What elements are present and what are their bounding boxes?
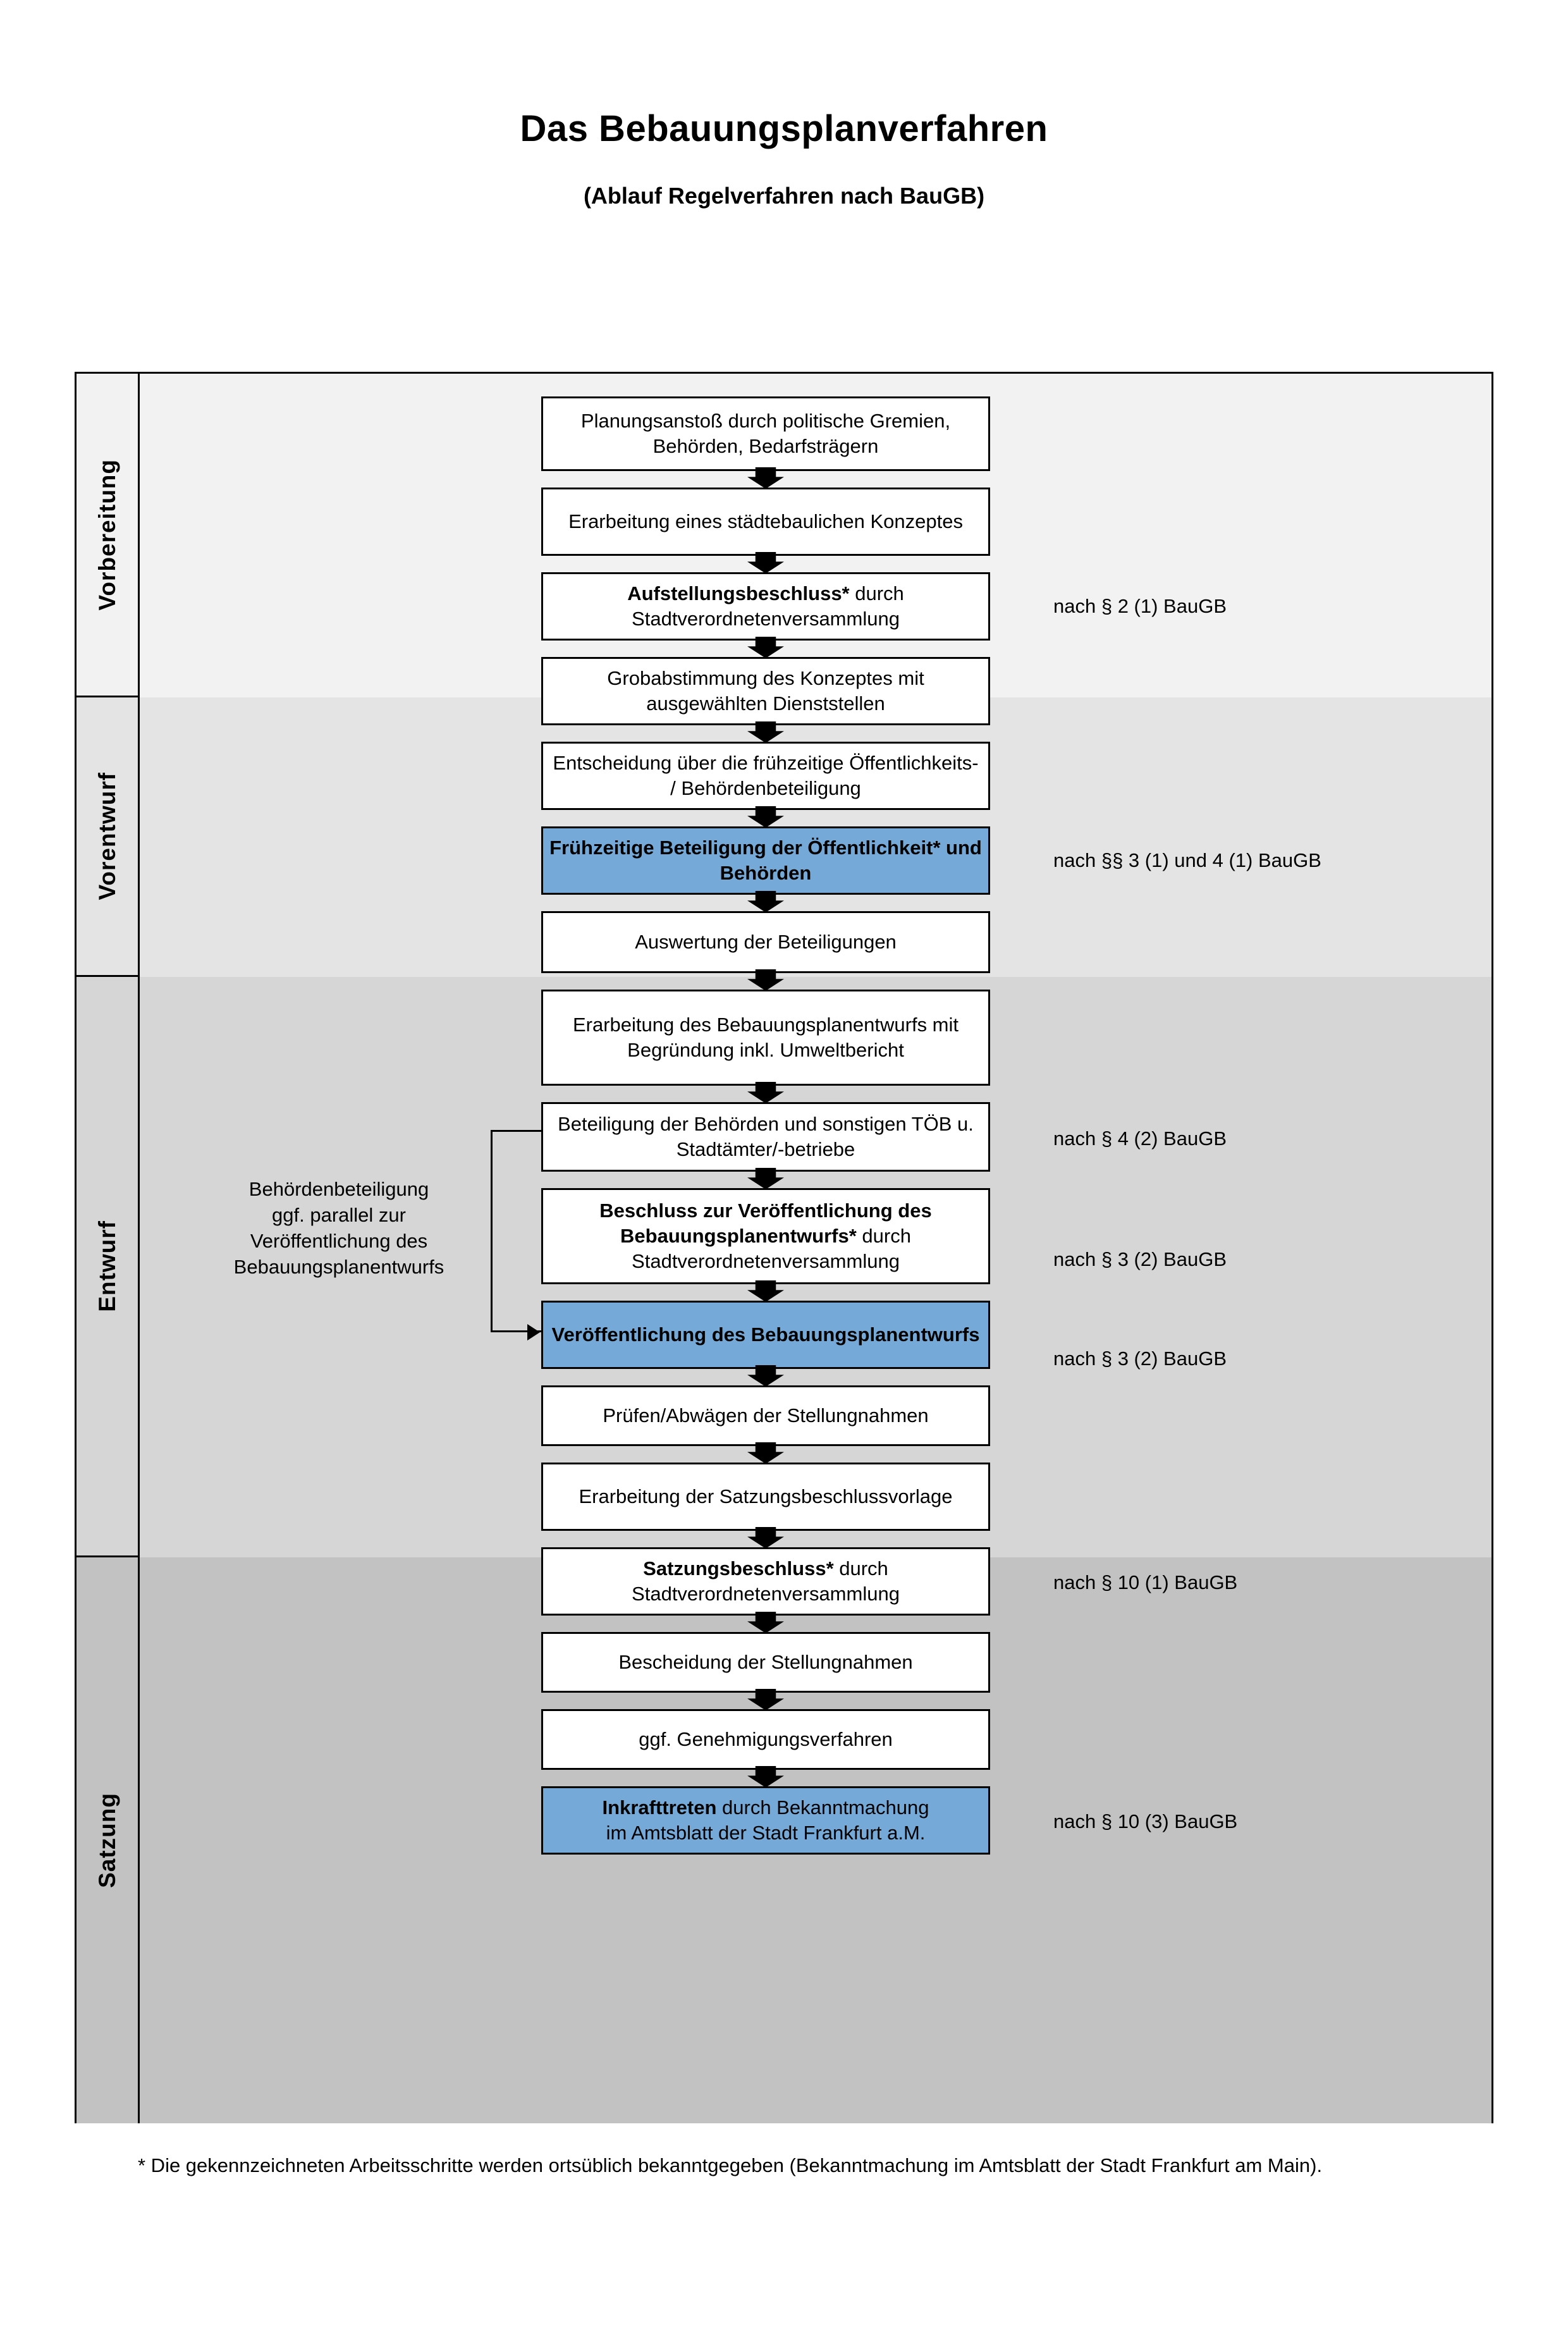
phase-vorbereitung — [77, 374, 138, 697]
step-text-line2: im Amtsblatt der Stadt Frankfurt a.M. — [606, 1822, 926, 1844]
footnote: * Die gekennzeichneten Arbeitsschritte werden ortsüblich bekanntgegeben (Bekanntmachung im Amtsblatt der Stadt Frankfurt am Main). — [138, 2154, 1323, 2176]
step-text — [599, 1198, 931, 1273]
step-text-rest: durch Bekanntmachung — [716, 1796, 929, 1819]
page-subtitle: (Ablauf Regelverfahren nach BauGB) — [583, 183, 985, 209]
phase-label-text: Entwurf — [94, 1220, 120, 1312]
step-box-beschluss-veroeffentlichung — [541, 1188, 990, 1284]
step-text: Planungsanstoß durch politische Gremien, Behörden, Bedarfsträgern — [580, 410, 951, 457]
step-box-bescheidung-stellungnahmen — [541, 1632, 990, 1693]
step-text: Grobabstimmung des Konzeptes mit ausgewählten Dienststellen — [607, 667, 924, 715]
step-text-bold: Aufstellungsbeschluss* — [627, 582, 850, 605]
step-text: Auswertung der Beteiligungen — [635, 931, 897, 954]
phase-satzung — [77, 1557, 138, 2123]
step-box-planungsanstoss — [541, 396, 990, 471]
legal-ref-2-1: nach § 2 (1) BauGB — [1053, 595, 1227, 617]
step-box-auswertung-beteiligungen — [541, 911, 990, 973]
step-box-satzungsbeschluss — [541, 1547, 990, 1616]
side-note-line-3: Veröffentlichung des — [250, 1229, 428, 1252]
legal-ref-10-1: nach § 10 (1) BauGB — [1053, 1571, 1238, 1593]
step-text: Beteiligung der Behörden und sonstigen TÖB u. Stadtämter/-betriebe — [558, 1113, 974, 1160]
step-text-line3: Stadtverordnetenversammlung — [632, 1249, 900, 1272]
step-box-fruehzeitige-beteiligung — [541, 826, 990, 895]
flowchart-container — [75, 372, 1493, 2123]
step-text — [603, 1795, 929, 1845]
step-text-line2: Stadtverordnetenversammlung — [632, 1583, 900, 1605]
phase-label-text: Vorbereitung — [94, 458, 120, 611]
step-box-staedtebauliches-konzept — [541, 488, 990, 556]
parallel-branch-arrowhead — [527, 1324, 540, 1340]
step-box-pruefen-abwaegen — [541, 1385, 990, 1446]
step-text: ggf. Genehmigungsverfahren — [639, 1728, 893, 1751]
phase-vorentwurf — [77, 697, 138, 977]
step-box-entscheidung-fruehzeitige-beteiligung — [541, 742, 990, 810]
step-text — [627, 581, 904, 631]
side-note-line-1: Behördenbeteiligung — [248, 1178, 429, 1200]
legal-ref-3-1-4-1: nach §§ 3 (1) und 4 (1) BauGB — [1053, 849, 1321, 871]
step-text — [632, 1556, 900, 1606]
phase-label-text: Vorentwurf — [94, 772, 120, 900]
side-note-line-2: ggf. parallel zur — [272, 1203, 406, 1226]
step-box-satzungsbeschlussvorlage — [541, 1463, 990, 1531]
step-text-bold-l2: Bebauungsplanentwurfs* — [620, 1225, 857, 1248]
phase-entwurf — [77, 977, 138, 1557]
step-box-grobabstimmung — [541, 657, 990, 725]
step-text: Entscheidung über die frühzeitige Öffentlichkeits- / Behördenbeteiligung — [553, 752, 979, 799]
step-text-bold-l1: Beschluss zur Veröffentlichung des — [599, 1199, 932, 1222]
step-text: Frühzeitige Beteiligung der Öffentlichkeit* und Behörden — [549, 837, 982, 884]
step-box-aufstellungsbeschluss — [541, 572, 990, 641]
step-text: Prüfen/Abwägen der Stellungnahmen — [603, 1404, 929, 1427]
step-text: Erarbeitung eines städtebaulichen Konzeptes — [568, 510, 963, 533]
step-text-bold: Inkrafttreten — [602, 1796, 717, 1819]
step-box-genehmigungsverfahren — [541, 1709, 990, 1770]
phase-label-column — [77, 374, 140, 2121]
legal-ref-3-2-beschluss: nach § 3 (2) BauGB — [1053, 1248, 1227, 1270]
phase-label-text: Satzung — [94, 1793, 120, 1888]
step-text: Veröffentlichung des Bebauungsplanentwurfs — [551, 1323, 980, 1346]
parallel-branch-connector — [491, 1130, 541, 1332]
legal-ref-10-3: nach § 10 (3) BauGB — [1053, 1810, 1238, 1832]
step-box-inkrafttreten — [541, 1786, 990, 1855]
step-text-rest: durch — [833, 1557, 888, 1580]
step-text-bold: Satzungsbeschluss* — [643, 1557, 834, 1580]
legal-ref-3-2-veroeffentlichung: nach § 3 (2) BauGB — [1053, 1347, 1227, 1370]
legal-ref-4-2: nach § 4 (2) BauGB — [1053, 1127, 1227, 1150]
step-box-beteiligung-behoerden-toeb — [541, 1102, 990, 1172]
step-text: Erarbeitung der Satzungsbeschlussvorlage — [579, 1485, 953, 1508]
side-note-behoerdenbeteiligung — [197, 1177, 481, 1280]
step-text-rest: durch — [856, 1225, 911, 1248]
step-text: Erarbeitung des Bebauungsplanentwurfs mit Begründung inkl. Umweltbericht — [572, 1014, 959, 1061]
step-text-rest: durch — [849, 582, 904, 605]
step-text-line2: Stadtverordnetenversammlung — [632, 608, 900, 630]
step-box-erarbeitung-bebauungsplanentwurf — [541, 990, 990, 1086]
step-text: Bescheidung der Stellungnahmen — [618, 1651, 913, 1674]
step-box-veroeffentlichung-entwurf — [541, 1301, 990, 1369]
page-title: Das Bebauungsplanverfahren — [520, 108, 1048, 149]
side-note-line-4: Bebauungsplanentwurfs — [233, 1255, 444, 1278]
